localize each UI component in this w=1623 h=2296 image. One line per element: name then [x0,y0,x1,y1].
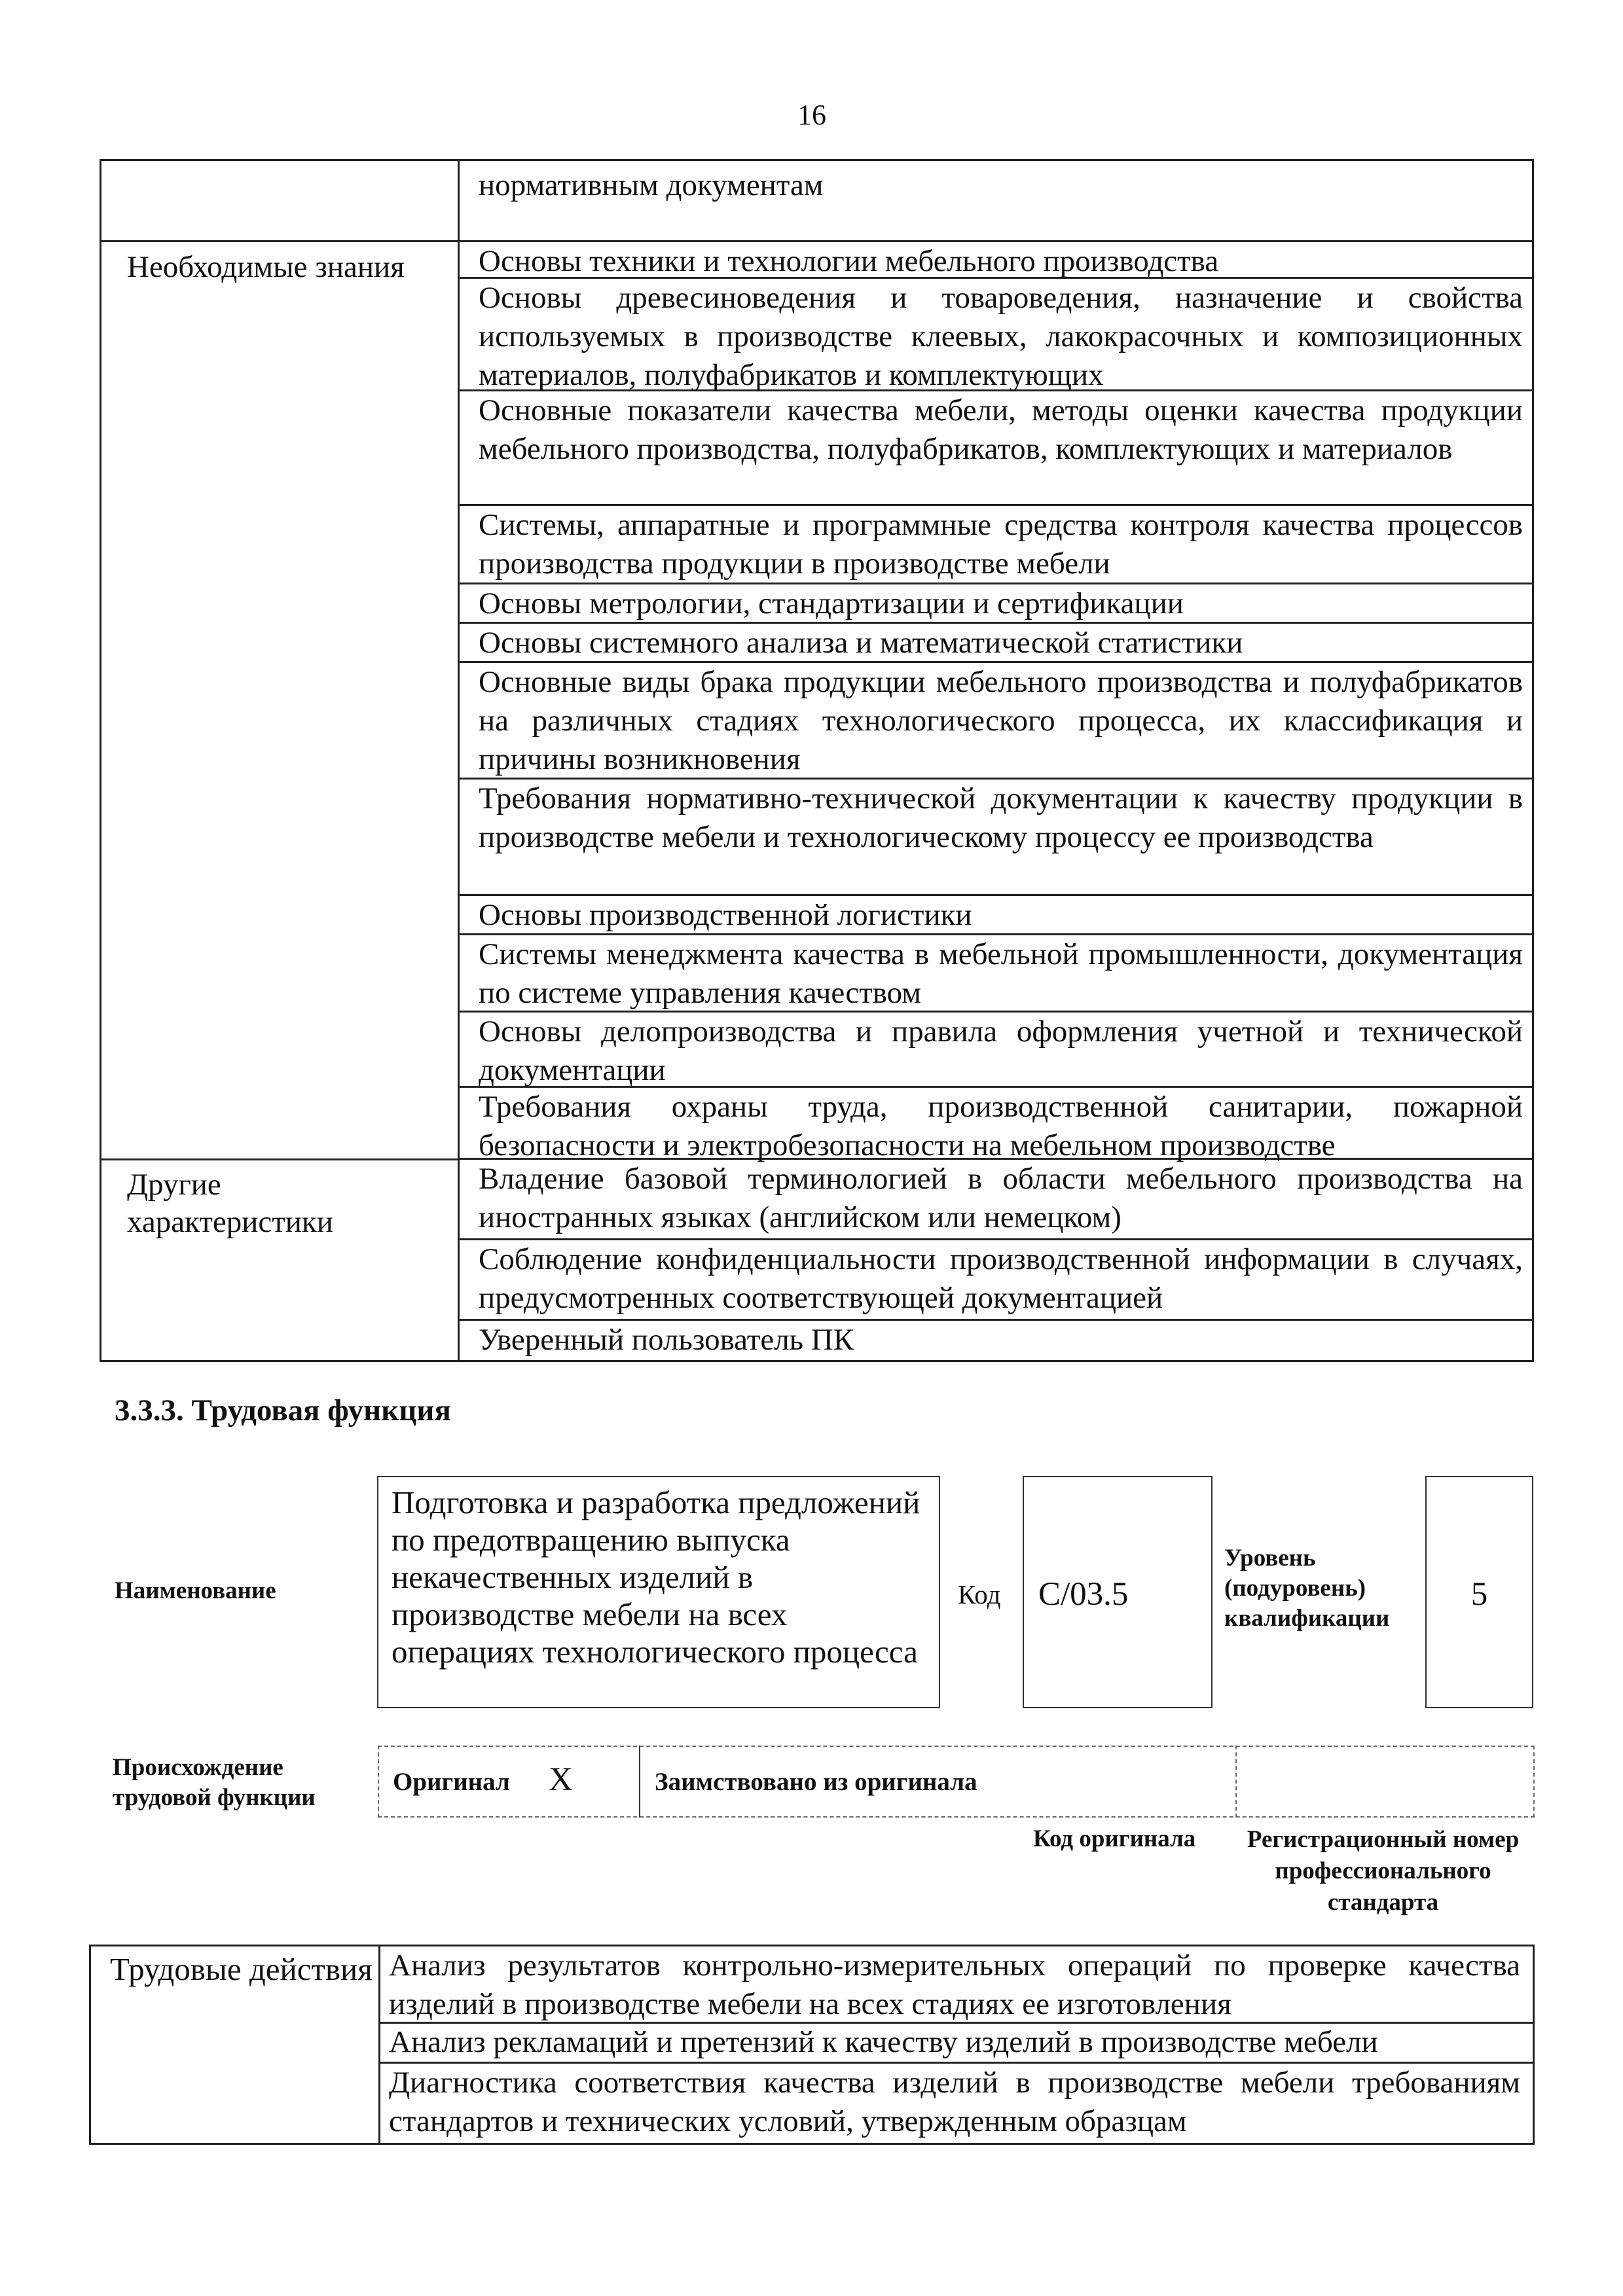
knowledge-item: Основы системного анализа и математической статистики [458,624,1534,663]
labor-actions-label: Трудовые действия [110,1951,373,1987]
knowledge-item: Основы техники и технологии мебельного производства [458,242,1534,279]
labor-action-item: Анализ рекламаций и претензий к качеству изделий в производстве мебели [389,2025,1378,2059]
other-item: Уверенный пользователь ПК [458,1321,1534,1362]
continuation-cell: нормативным документам [479,168,824,202]
qualification-level: 5 [1425,1476,1533,1708]
page-number: 16 [797,99,826,131]
code-original-label: Код оригинала [1033,1825,1196,1852]
knowledge-item: Требования нормативно-технической документации к качеству продукции в производстве мебели и технологическому процессу ее производства [458,780,1534,896]
name-label: Наименование [115,1577,276,1604]
knowledge-item: Основные виды брака продукции мебельного производства и полуфабрикатов на различных стадиях технологического процесса, их классификация и причины возникновения [458,663,1534,780]
knowledge-item: Основы метрологии, стандартизации и сертификации [458,584,1534,624]
borrowed-label: Заимствовано из оригинала [655,1768,977,1796]
function-name: Подготовка и разработка предложений по предотвращению выпуска некачественных изделий в производстве мебели на всех операциях технологического процесса [377,1476,940,1708]
knowledge-item: Основы древесиноведения и товароведения, назначение и свойства используемых в производстве клеевых, лакокрасочных и композиционных материалов, полуфабрикатов и комплектующих [458,279,1534,391]
labor-action-item: Диагностика соответствия качества изделий в производстве мебели требованиям стандартов и технических условий, утвержденным образцам [389,2066,1520,2138]
reg-number-label: Регистрационный номер профессионального стандарта [1247,1826,1520,1916]
original-label: Оригинал [393,1768,510,1796]
function-code: C/03.5 [1023,1476,1213,1708]
origin-label: Происхождение трудовой функции [113,1754,316,1811]
other-item: Соблюдение конфиденциальности производственной информации в случаях, предусмотренных соответствующей документацией [458,1240,1534,1321]
knowledge-item: Основы производственной логистики [458,896,1534,935]
knowledge-item: Системы менеджмента качества в мебельной промышленности, документация по системе управления качеством [458,935,1534,1013]
knowledge-label: Необходимые знания [127,250,405,284]
code-label: Код [958,1579,1001,1609]
labor-action-item: Анализ результатов контрольно-измерительных операций по проверке качества изделий в производстве мебели на всех стадиях ее изготовления [389,1948,1520,2021]
knowledge-item: Основы делопроизводства и правила оформления учетной и технической документации [458,1013,1534,1088]
origin-divider [1235,1746,1237,1818]
knowledge-item: Системы, аппаратные и программные средства контроля качества процессов производства продукции в производстве мебели [458,506,1534,584]
knowledge-item: Основные показатели качества мебели, методы оценки качества продукции мебельного производства, полуфабрикатов, комплектующих и материалов [458,391,1534,506]
level-label: Уровень (подуровень) квалификации [1224,1545,1390,1632]
other-characteristics-label: Другие характеристики [127,1168,333,1239]
other-item: Владение базовой терминологией в области мебельного производства на иностранных языках (английском или немецком) [458,1160,1534,1240]
origin-divider [639,1746,640,1818]
knowledge-item: Требования охраны труда, производственной санитарии, пожарной безопасности и электробезопасности на мебельном производстве [458,1088,1534,1160]
original-mark: X [549,1761,573,1798]
section-title: 3.3.3. Трудовая функция [115,1393,451,1427]
